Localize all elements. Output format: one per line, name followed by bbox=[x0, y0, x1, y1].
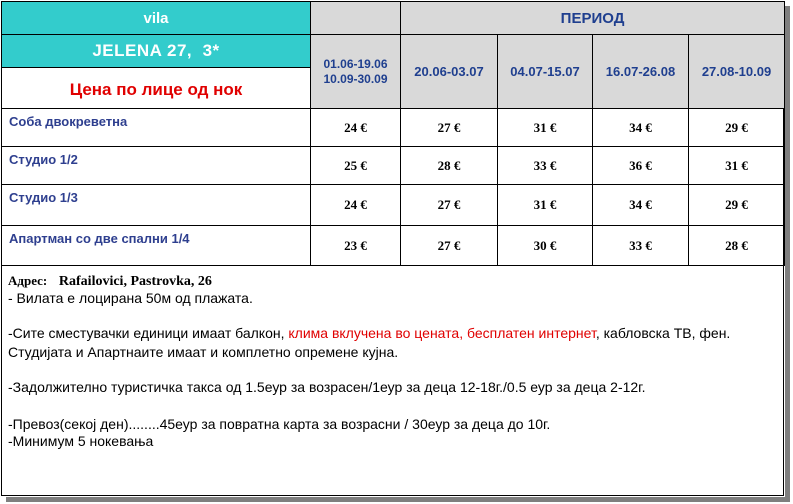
note-tax: -Задолжително туристичка такса од 1.5еур за возрасен/1еур за деца 12-18г./0.5 еур за деца 2-12г. bbox=[8, 379, 646, 395]
column-header-3 bbox=[498, 35, 593, 109]
table-row bbox=[2, 147, 785, 185]
price-cell: 27 € bbox=[401, 185, 498, 226]
price-note: Цена по лице од нок bbox=[69, 80, 243, 99]
address-value: Rafailovici, Pastrovka, 26 bbox=[58, 274, 212, 289]
column-header-2 bbox=[401, 35, 498, 109]
price-cell: 34 € bbox=[593, 185, 689, 226]
price-cell: 23 € bbox=[311, 226, 401, 266]
price-cell: 31 € bbox=[498, 109, 593, 147]
vila-label: vila bbox=[143, 9, 169, 27]
row-label: Студио 1/3 bbox=[2, 185, 311, 226]
price-cell: 33 € bbox=[498, 147, 593, 185]
period-label: ПЕРИОД bbox=[560, 9, 625, 27]
period-header bbox=[401, 2, 785, 35]
amenities-text: -Сите сместувачки единици имаат балкон, bbox=[8, 325, 289, 341]
price-cell: 27 € bbox=[401, 109, 498, 147]
column-label: 04.07-15.07 bbox=[510, 63, 580, 79]
note-amenities bbox=[8, 324, 780, 362]
column-header-5 bbox=[689, 35, 785, 109]
shadow-bottom bbox=[6, 497, 790, 502]
table-row bbox=[2, 109, 785, 147]
price-cell: 28 € bbox=[689, 226, 785, 266]
table-row bbox=[2, 226, 785, 266]
hotel-name: JELENA 27, 3* bbox=[92, 41, 220, 60]
price-cell: 29 € bbox=[689, 109, 785, 147]
price-cell: 31 € bbox=[498, 185, 593, 226]
address-line bbox=[8, 272, 780, 290]
blank-header-cell bbox=[311, 2, 401, 35]
price-cell: 31 € bbox=[689, 147, 785, 185]
column-label: 01.06-19.06 10.09-30.09 bbox=[323, 56, 388, 86]
amenities-ac: клима вклучена во цената, bbox=[288, 325, 467, 341]
price-cell: 24 € bbox=[311, 109, 401, 147]
shadow-right bbox=[785, 6, 790, 501]
note-transfer: -Превоз(секој ден)........45еур за повратна карта за возрасни / 30еур за деца до 10г. bbox=[8, 416, 551, 432]
amenities-internet: бесплатен интернет bbox=[466, 325, 596, 341]
info-notes bbox=[8, 272, 780, 450]
note-minimum: -Минимум 5 нокевања bbox=[8, 433, 154, 449]
amenities-rest: , кабловска ТВ, фен. Студијата и Апартнаите имаат и комплетно опремене кујна. bbox=[8, 325, 731, 360]
price-cell: 34 € bbox=[593, 109, 689, 147]
price-cell: 25 € bbox=[311, 147, 401, 185]
price-cell: 33 € bbox=[593, 226, 689, 266]
note-location: - Вилата е лоцирана 50м од плажата. bbox=[8, 290, 253, 306]
column-header-1 bbox=[311, 35, 401, 109]
price-note-cell bbox=[2, 68, 311, 109]
price-cell: 27 € bbox=[401, 226, 498, 266]
table-row bbox=[2, 185, 785, 226]
price-cell: 30 € bbox=[498, 226, 593, 266]
column-label: 20.06-03.07 bbox=[414, 63, 484, 79]
price-cell: 28 € bbox=[401, 147, 498, 185]
row-label: Студио 1/2 bbox=[2, 147, 311, 185]
column-label: 27.08-10.09 bbox=[701, 63, 772, 79]
price-cell: 36 € bbox=[593, 147, 689, 185]
row-label: Соба двокреветна bbox=[2, 109, 311, 147]
price-cell: 24 € bbox=[311, 185, 401, 226]
vila-header bbox=[2, 2, 311, 35]
price-cell: 29 € bbox=[689, 185, 785, 226]
column-label: 16.07-26.08 bbox=[605, 63, 676, 79]
column-header-4 bbox=[593, 35, 689, 109]
row-label: Апартман со две спални 1/4 bbox=[2, 226, 311, 266]
address-label: Адрес: bbox=[8, 273, 48, 288]
hotel-name-cell bbox=[2, 35, 311, 68]
price-table bbox=[1, 1, 785, 266]
